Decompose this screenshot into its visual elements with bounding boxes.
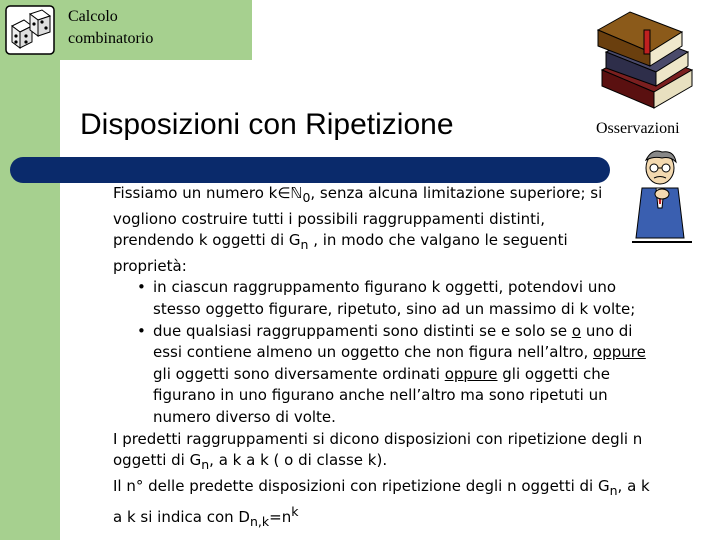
page-title: Disposizioni con Ripetizione — [80, 108, 454, 141]
dice-icon — [2, 2, 58, 58]
property-text: in ciascun raggruppamento figurano k oggetti, potendovi uno stesso oggetto figurare, ripetuto, sino ad un massimo di k volte; — [153, 278, 636, 318]
property-item — [113, 321, 658, 429]
naturals-subscript: 0 — [302, 190, 311, 205]
formula-equals: =n — [269, 508, 292, 527]
intro-paragraph — [113, 183, 628, 277]
intro-text-cont: , senza alcuna limitazione superiore; si vogliono costruire tutti i possibili raggruppamenti distinti, prendendo k oggetti di G — [113, 184, 603, 250]
left-green-strip — [0, 60, 60, 540]
underlined-text: oppure — [593, 343, 646, 362]
formula-text-cont: , a k a k si indica con D — [113, 476, 650, 527]
set-subscript: n — [609, 482, 618, 498]
naturals-symbol: ∈ℕ — [277, 184, 303, 202]
header-title: Calcolo combinatorio — [68, 8, 154, 47]
set-subscript: n — [201, 457, 210, 473]
property-text: due qualsiasi raggruppamenti sono distinti se e solo se — [153, 321, 572, 340]
property-text: gli oggetti sono diversamente ordinati — [153, 364, 445, 383]
observations-link[interactable]: Osservazioni — [596, 120, 680, 137]
set-subscript: n — [300, 237, 309, 253]
intro-text-end: , in modo che valgano le seguenti proprietà: — [113, 231, 568, 275]
property-item — [113, 277, 658, 320]
definition-text-end: , a k a k ( o di classe k). — [209, 451, 388, 470]
intro-text: Fissiamo un numero k — [113, 184, 278, 202]
slide-content — [113, 183, 658, 533]
definition-text: I predetti raggruppamenti si dicono disposizioni con ripetizione degli n oggetti di G — [113, 429, 643, 470]
underlined-text: o — [571, 321, 582, 340]
property-list — [113, 277, 658, 428]
property-text: uno di essi contiene almeno un oggetto che non figura nell’altro, — [153, 321, 633, 362]
books-icon — [584, 0, 696, 116]
title-divider-bar — [10, 157, 610, 183]
underlined-text: oppure — [444, 364, 498, 383]
formula-subscript: n,k — [250, 514, 270, 530]
formula-paragraph — [113, 476, 658, 533]
formula-exponent: k — [291, 504, 299, 520]
property-text: gli oggetti che figurano in uno figurano anche nell’altro ma sono ripetuti un numero diverso di volte. — [153, 364, 611, 426]
formula-text: Il n° delle predette disposizioni con ripetizione degli n oggetti di G — [113, 476, 610, 495]
definition-paragraph — [113, 429, 658, 476]
